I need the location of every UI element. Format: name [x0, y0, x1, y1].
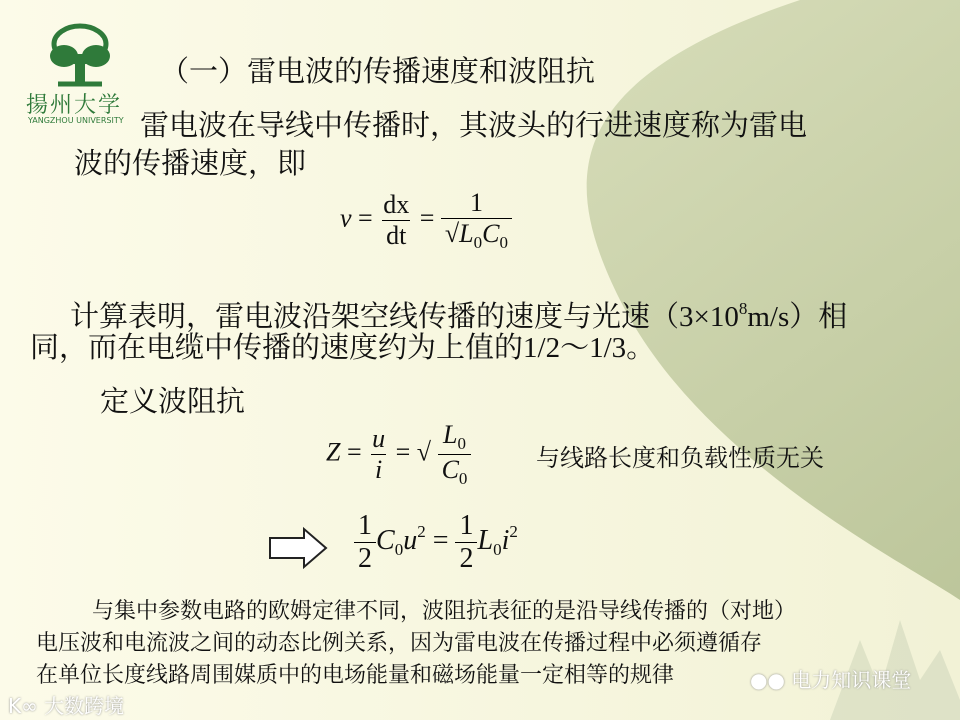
logo-english-name: YANGZHOU UNIVERSITY — [28, 116, 124, 125]
equation-energy-balance: $\frac{1}{2}$ $C_0u^2$ = $\frac{1}{2}$ $L_0i^2$ — [354, 510, 518, 575]
watermark-logo-icon: K∞ — [8, 694, 45, 718]
eq3-l: L — [477, 524, 494, 556]
note-line-3: 在单位长度线路周围媒质中的电场能量和磁场能量一定相等的规律 — [36, 663, 675, 688]
logo-chinese-name: 揚州大学 — [26, 93, 123, 118]
eq3-u-sup: 2 — [417, 521, 426, 541]
paragraph-speed-line-1 — [70, 292, 847, 334]
note-line-2: 电压波和电流波之间的动态比例关系，因为雷电波在传播过程中必须遵循存 — [36, 631, 763, 656]
period: 。 — [626, 330, 656, 364]
eq1-c: C — [482, 219, 500, 248]
eq1-numerator-2: 1 — [469, 188, 483, 217]
watermark-bottom-right — [750, 664, 911, 693]
eq2-lhs: Z — [326, 437, 341, 467]
eq1-l: L — [459, 219, 474, 248]
eq2-l: L — [443, 420, 458, 449]
speed-ratio: 1/2～1/3 — [523, 332, 627, 364]
eq1-numerator: dx — [383, 190, 410, 219]
eq3-half-num-1: 1 — [358, 510, 372, 541]
impedance-note: 与线路长度和负载性质无关 — [536, 444, 824, 472]
wechat-icon: ●● — [750, 668, 792, 692]
eq3-u: u — [403, 524, 418, 556]
speed-text-pre: 计算表明，雷电波沿架空线传播的速度与光速（ — [70, 299, 680, 333]
eq3-c-sub: 0 — [394, 539, 404, 559]
paragraph-speed-line-2 — [30, 330, 655, 365]
eq1-denominator: dt — [382, 220, 410, 251]
eq3-half-den-1: 2 — [354, 542, 376, 575]
eq3-i: i — [501, 524, 510, 556]
section-heading: （一）雷电波的传播速度和波阻抗 — [160, 54, 596, 88]
eq3-l-sub: 0 — [493, 539, 502, 559]
watermark-bottom-right-text: 电力知识课堂 — [791, 668, 912, 692]
right-arrow-icon — [268, 526, 330, 570]
eq2-c-sub: 0 — [458, 469, 468, 488]
equation-wave-speed: v = $\frac{dx}{dt}$ = $\frac{1}{√L_0C_0}$ — [340, 188, 512, 253]
note-line-1: 与集中参数电路的欧姆定律不同，波阻抗表征的是沿导线传播的（对地） — [92, 599, 797, 624]
eq2-i: i — [371, 454, 386, 485]
university-logo — [20, 22, 140, 132]
equation-wave-impedance: Z = $\frac{u}{i}$ = √ $\frac{L_0}{C_0}$ — [326, 420, 471, 489]
eq3-c: C — [376, 524, 395, 556]
eq2-l-sub: 0 — [457, 434, 466, 453]
define-label: 定义波阻抗 — [100, 384, 246, 418]
watermark-bottom-left-text: 大数跨境 — [44, 694, 125, 718]
eq3-half-num-2: 1 — [459, 510, 474, 541]
eq3-half-den-2: 2 — [455, 542, 477, 575]
eq1-lhs: v — [340, 203, 352, 233]
speed-text-post: ）相 — [789, 299, 848, 333]
paragraph-line-2: 波的传播速度，即 — [74, 146, 307, 180]
tree-emblem-icon — [20, 22, 140, 92]
speed-value: $3\times 10^8m/s$ — [679, 299, 790, 333]
eq1-l-sub: 0 — [473, 233, 483, 252]
eq1-c-sub: 0 — [499, 233, 508, 252]
eq2-u: u — [372, 424, 386, 453]
watermark-bottom-left — [8, 690, 124, 719]
cable-text: 同，而在电缆中传播的速度约为上值的 — [30, 330, 524, 364]
eq2-c: C — [441, 455, 459, 484]
paragraph-line-1: 雷电波在导线中传播时，其波头的行进速度称为雷电 — [140, 108, 808, 142]
eq3-i-sup: 2 — [509, 521, 518, 541]
